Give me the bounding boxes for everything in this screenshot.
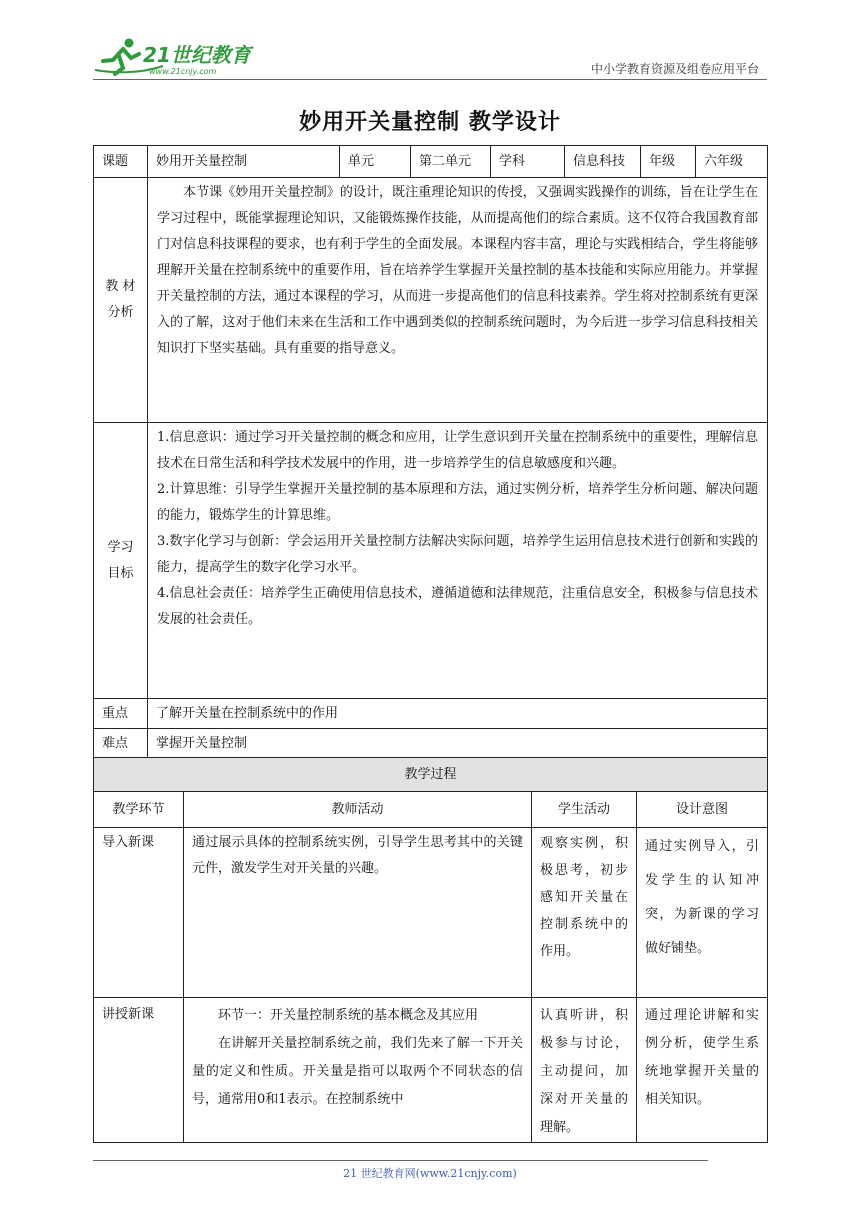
key-point-text: 了解开关量在控制系统中的作用	[148, 699, 768, 729]
key-point-row	[94, 699, 768, 729]
logo-text: 21世纪教育	[143, 43, 251, 67]
analysis-text: 本节课《妙用开关量控制》的设计，既注重理论知识的传授，又强调实践操作的训练，旨在让学生在学习过程中，既能掌握理论知识，又能锻炼操作技能，从而提高他们的综合素质。这不仅符合我国教育部门对信息科技课程的要求，也有利于学生的全面发展。本课程内容丰富，理论与实践相结合，学生将能够理解开关量在控制系统中的重要作用，旨在培养学生掌握开关量控制的基本技能和实际应用能力。并掌握开关量控制的方法，通过本课程的学习，从而进一步提高他们的信息科技素养。学生将对控制系统有更深入的了解，这对于他们未来在生活和工作中遇到类似的控制系统问题时，为今后进一步学习信息科技相关知识打下坚实基础。具有重要的指导意义。	[148, 178, 768, 423]
objective-item: 3.数字化学习与创新：学会运用开关量控制方法解决实际问题，培养学生运用信息技术进行创新和实践的能力，提高学生的数字化学习水平。	[157, 534, 758, 575]
process-row	[94, 828, 768, 998]
teacher-paragraph: 环节一：开关量控制系统的基本概念及其应用	[218, 1008, 479, 1023]
header-intent: 设计意图	[637, 792, 768, 828]
stage-cell: 导入新课	[94, 828, 184, 998]
process-header-row	[94, 792, 768, 828]
student-cell: 观察实例，积极思考，初步感知开关量在控制系统中的作用。	[532, 828, 637, 998]
header-student: 学生活动	[532, 792, 637, 828]
objective-item: 2.计算思维：引导学生掌握开关量控制的基本原理和方法，通过实例分析，培养学生分析问题、解决问题的能力，锻炼学生的计算思维。	[157, 482, 758, 523]
intent-cell: 通过实例导入，引发学生的认知冲突，为新课的学习做好铺垫。	[637, 828, 768, 998]
footer-divider	[93, 1160, 708, 1161]
lesson-info-table	[93, 145, 768, 759]
page-footer: 21 世纪教育网(www.21cnjy.com)	[343, 1167, 517, 1180]
analysis-row	[94, 178, 768, 423]
page-header	[93, 36, 767, 82]
analysis-label-line: 教 材	[105, 279, 136, 294]
topic-value: 妙用开关量控制	[148, 146, 340, 178]
objectives-label-line: 目标	[107, 565, 134, 581]
analysis-label-line: 分析	[107, 305, 134, 320]
header-stage: 教学环节	[94, 792, 184, 828]
info-row	[94, 146, 768, 178]
difficulty-label: 难点	[94, 729, 148, 759]
objectives-label	[94, 423, 148, 699]
objective-item: 1.信息意识：通过学习开关量控制的概念和应用，让学生意识到开关量在控制系统中的重要性，理解信息技术在日常生活和科学技术发展中的作用，进一步培养学生的信息敏感度和兴趣。	[157, 430, 758, 471]
analysis-label	[94, 178, 148, 423]
platform-name: 中小学教育资源及组卷应用平台	[590, 62, 759, 76]
page-title: 妙用开关量控制 教学设计	[299, 110, 561, 135]
process-title-row	[94, 758, 768, 792]
header-teacher: 教师活动	[184, 792, 532, 828]
teacher-paragraph: 在讲解开关量控制系统之前，我们先来了解一下开关量的定义和性质。开关量是指可以取两个不同状态的信号，通常用0和1表示。在控制系统中	[192, 1036, 523, 1107]
objectives-label-line: 学习	[107, 539, 134, 555]
objective-item: 4.信息社会责任：培养学生正确使用信息技术，遵循道德和法律规范，注重信息安全，积极参与信息技术发展的社会责任。	[157, 586, 758, 627]
grade-label: 年级	[641, 146, 696, 178]
objectives-list	[148, 423, 768, 699]
unit-label: 单元	[340, 146, 411, 178]
teacher-cell	[184, 998, 532, 1143]
stage-cell: 讲授新课	[94, 998, 184, 1143]
difficulty-text: 掌握开关量控制	[148, 729, 768, 759]
header-divider	[93, 79, 767, 80]
subject-label: 学科	[491, 146, 565, 178]
process-table	[93, 757, 768, 1143]
difficulty-row	[94, 729, 768, 759]
logo	[93, 36, 263, 78]
student-cell: 认真听讲，积极参与讨论，主动提问，加深对开关量的理解。	[532, 998, 637, 1143]
key-point-label: 重点	[94, 699, 148, 729]
process-title: 教学过程	[94, 758, 768, 792]
grade-value: 六年级	[696, 146, 768, 178]
unit-value: 第二单元	[411, 146, 491, 178]
process-row	[94, 998, 768, 1143]
intent-cell: 通过理论讲解和实例分析，使学生系统地掌握开关量的相关知识。	[637, 998, 768, 1143]
objectives-row	[94, 423, 768, 699]
teacher-paragraph: 通过展示具体的控制系统实例，引导学生思考其中的关键元件，激发学生对开关量的兴趣。	[192, 835, 523, 876]
topic-label: 课题	[94, 146, 148, 178]
teacher-cell	[184, 828, 532, 998]
logo-url: www.21cnjy.com	[149, 67, 217, 76]
subject-value: 信息科技	[565, 146, 641, 178]
